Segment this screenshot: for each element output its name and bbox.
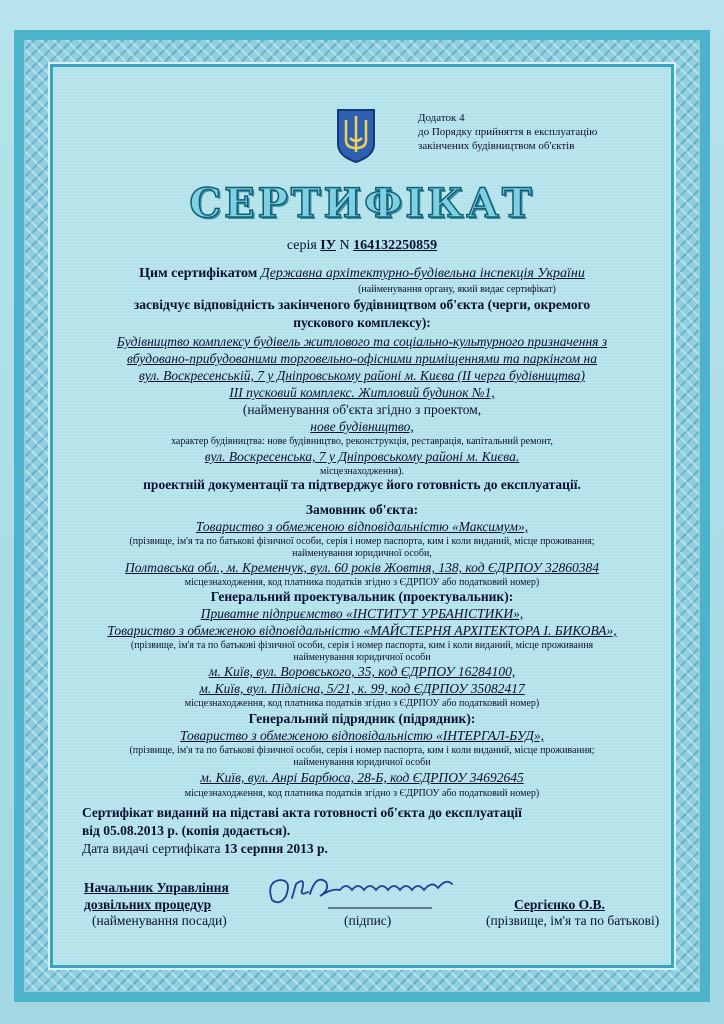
number-label: N [339, 238, 350, 253]
signer-name: Сергієнко О.В. [514, 897, 605, 912]
designer-name-1: Приватне підприємство «ІНСТИТУТ УРБАНІСТИКИ», [200, 606, 524, 621]
designer-address-1: м. Київ, вул. Воровського, 35, код ЄДРПОУ 16284100, [208, 664, 516, 679]
certificate-title: СЕРТИФІКАТ [189, 180, 535, 227]
readiness-statement: проектній документації та підтверджує його готовність до експлуатації. [143, 477, 581, 492]
contractor-address: м. Київ, вул. Анрі Барбюса, 28-Б, код ЄДРПОУ 34692645 [200, 770, 524, 785]
certifies-line-2: пускового комплексу): [293, 315, 431, 330]
issuer-lead: Цим сертифікатом [139, 266, 258, 281]
issue-date-line [82, 841, 666, 857]
appendix-line-3: закінчених будівництвом об'єктів [418, 140, 575, 152]
series-prefix: серія [286, 238, 317, 253]
customer-hint-1: (прізвище, ім'я та по батькові фізичної особи, серія і номер паспорта, ким і коли виданий, місце проживання; [129, 536, 595, 547]
customer-address: Полтавська обл., м. Кременчук, вул. 60 років Жовтня, 138, код ЄДРПОУ 32860384 [125, 560, 599, 575]
designer-hint-2: найменування юридичної особи [293, 652, 431, 663]
basis-line-1: Сертифікат виданий на підставі акта готовності об'єкта до експлуатації [82, 805, 522, 820]
designer-address-hint: місцезнаходження, код платника податків згідно з ЄДРПОУ або податковий номер) [184, 698, 540, 709]
construction-type-hint: характер будівництва: нове будівництво, реконструкція, реставрація, капітальний ремонт, [171, 436, 553, 447]
contractor-hint-2: найменування юридичної особи [293, 757, 431, 768]
series-code: ІУ [320, 238, 337, 253]
customer-address-hint: місцезнаходження, код платника податків згідно з ЄДРПОУ або податковий номер) [184, 577, 540, 588]
certificate-number: 164132250859 [353, 238, 438, 253]
issuer-name: Державна архітектурно-будівельна інспекція України [260, 266, 585, 281]
customer-hint-2: найменування юридичної особи, [292, 548, 432, 559]
signature-hint: (підпис) [344, 913, 392, 928]
certifies-line-1: засвідчує відповідність закінченого будівництвом об'єкта (черги, окремого [133, 297, 591, 312]
customer-name: Товариство з обмеженою відповідальністю «Максимум», [195, 519, 529, 534]
designer-heading: Генеральний проектувальник (проектувальник): [210, 589, 514, 604]
designer-address-2: м. Київ, вул. Підлісна, 5/21, к. 99, код ЄДРПОУ 35082417 [199, 681, 525, 696]
issuer-line [70, 266, 654, 282]
handwritten-signature [262, 860, 482, 920]
construction-type: нове будівництво, [310, 419, 414, 434]
issue-date: 13 серпня 2013 р. [223, 841, 328, 856]
appendix-line-2: до Порядку прийняття в експлуатацію [418, 126, 598, 138]
issuer-hint: (найменування органу, який видає сертифікат) [358, 284, 556, 295]
contractor-address-hint: місцезнаходження, код платника податків згідно з ЄДРПОУ або податковий номер) [184, 788, 540, 799]
object-line-3: вул. Воскресенській, 7 у Дніпровському районі м. Києва (ІІ черга будівництва) [139, 368, 585, 383]
position-line-2: дозвільних процедур [84, 897, 212, 912]
contractor-name: Товариство з обмеженою відповідальністю «ІНТЕРГАЛ-БУД», [179, 728, 544, 743]
signer-name-hint: (прізвище, ім'я та по батькові) [486, 913, 660, 928]
contractor-hint-1: (прізвище, ім'я та по батькові фізичної особи, серія і номер паспорта, ким і коли виданий, місце проживання; [129, 745, 595, 756]
object-line-4: ІІІ пусковий комплекс. Житловий будинок №1, [229, 385, 495, 400]
issue-date-lead: Дата видачі сертифіката [82, 841, 221, 856]
designer-hint-1: (прізвище, ім'я та по батькові фізичної особи, серія і номер паспорта, ким і коли виданий, місце проживання [130, 640, 594, 651]
trident-emblem-icon [334, 108, 378, 164]
basis-line-2: від 05.08.2013 р. (копія додається). [82, 823, 291, 838]
designer-name-2: Товариство з обмеженою відповідальністю «МАЙСТЕРНЯ АРХІТЕКТОРА І. БИКОВА», [107, 623, 617, 638]
object-hint: (найменування об'єкта згідно з проектом, [242, 402, 482, 417]
position-line-1: Начальник Управління [84, 880, 229, 895]
appendix-line-1: Додаток 4 [418, 112, 465, 124]
series-line [70, 238, 654, 254]
appendix-note [418, 111, 648, 153]
position-hint: (найменування посади) [92, 913, 227, 928]
contractor-heading: Генеральний підрядник (підрядник): [248, 711, 476, 726]
object-line-1: Будівництво комплексу будівель житлового та соціально-культурного призначення з [116, 334, 608, 349]
location-hint: місцезнаходження). [320, 466, 404, 477]
object-location: вул. Воскресенська, 7 у Дніпровському районі м. Києва. [204, 449, 520, 464]
object-line-2: вбудовано-прибудованими торговельно-офісними приміщеннями та паркінгом на [127, 351, 597, 366]
customer-heading: Замовник об'єкта: [305, 502, 419, 517]
